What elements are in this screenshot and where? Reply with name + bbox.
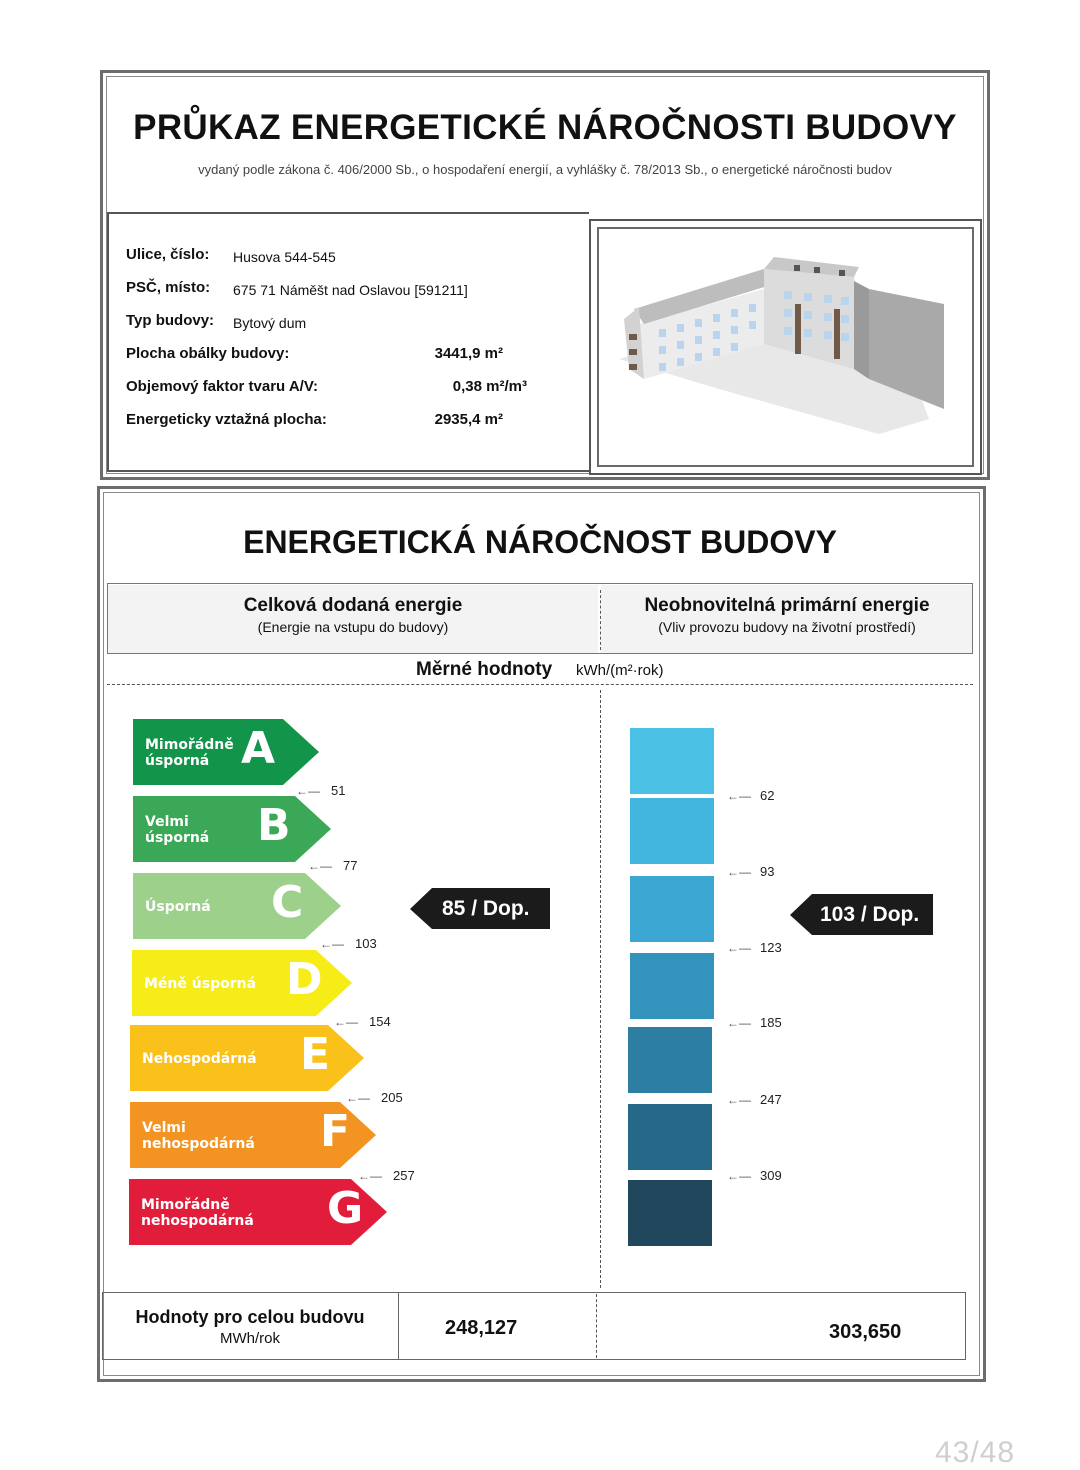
energy-class-C (133, 873, 341, 939)
class-label-line1: Mimořádně (141, 1197, 230, 1213)
envelope-area-label: Plocha obálky budovy: (126, 345, 290, 362)
right-threshold-arrow: ←— (727, 1093, 751, 1107)
certificate-subtitle: vydaný podle zákona č. 406/2000 Sb., o hospodaření energií, a vyhlášky č. 78/2013 Sb., o energetické náročnosti budov (198, 162, 892, 177)
reference-area-label: Energeticky vztažná plocha: (126, 411, 327, 428)
left-threshold-value: 51 (331, 783, 346, 798)
energy-section-title: ENERGETICKÁ NÁROČNOST BUDOVY (243, 524, 837, 560)
specific-values-divider (107, 684, 973, 685)
totals-label-divider (398, 1292, 399, 1360)
energy-class-D-label (144, 976, 256, 992)
class-label-line2: úsporná (145, 830, 210, 846)
right-threshold-value: 62 (760, 788, 775, 803)
class-label-line2: nehospodárná (142, 1136, 255, 1152)
energy-class-B-label (145, 814, 209, 846)
energy-class-A-label (145, 737, 234, 769)
left-threshold-value: 205 (381, 1090, 403, 1105)
energy-class-B (133, 796, 331, 862)
right-threshold-arrow: ←— (727, 941, 751, 955)
primary-energy-level-4 (630, 953, 714, 1019)
right-threshold-arrow: ←— (727, 1169, 751, 1183)
building-type-value: Bytový dum (233, 315, 307, 331)
left-total-value: 248,127 (445, 1317, 518, 1339)
right-threshold-value: 309 (760, 1168, 782, 1183)
primary-energy-level-7 (628, 1180, 712, 1246)
left-threshold-arrow: ←— (334, 1015, 358, 1029)
header-border (107, 583, 973, 654)
energy-class-G-label (141, 1197, 254, 1229)
reference-area-value: 2935,4 m² (434, 411, 503, 428)
energy-class-B-letter: B (257, 800, 291, 851)
unit-label: kWh/(m²·rok) (576, 662, 664, 679)
specific-values-label: Měrné hodnoty (416, 659, 553, 680)
totals-column-divider (596, 1294, 597, 1358)
left-threshold-arrow: ←— (358, 1169, 382, 1183)
right-threshold-value: 123 (760, 940, 782, 955)
energy-class-G (129, 1179, 387, 1245)
right-threshold-arrow: ←— (727, 789, 751, 803)
energy-class-E-letter: E (300, 1029, 331, 1080)
building-type-label: Typ budovy: (126, 312, 215, 329)
whole-building-label: Hodnoty pro celou budovu (135, 1307, 365, 1327)
primary-energy-level-2 (630, 798, 714, 864)
street-label: Ulice, číslo: (126, 246, 210, 263)
left-rating-text: 85 / Dop. (442, 897, 530, 920)
left-threshold-arrow: ←— (320, 937, 344, 951)
street-value: Husova 544-545 (233, 249, 336, 265)
right-rating-text: 103 / Dop. (820, 903, 920, 926)
energy-class-C-letter: C (271, 877, 304, 928)
primary-energy-level-1 (630, 728, 714, 794)
energy-class-A (133, 719, 319, 785)
energy-class-F-letter: F (320, 1106, 351, 1157)
building-render-icon (599, 229, 972, 465)
page-number: 43/48 (935, 1436, 1016, 1469)
building-info-box (107, 212, 589, 472)
right-threshold-arrow: ←— (727, 1016, 751, 1030)
class-label-line1: Velmi (145, 814, 189, 830)
class-label-line2: nehospodárná (141, 1213, 254, 1229)
energy-class-E-label (142, 1051, 257, 1067)
envelope-area-value: 3441,9 m² (434, 345, 503, 362)
certificate-title: PRŮKAZ ENERGETICKÉ NÁROČNOSTI BUDOVY (133, 108, 957, 147)
right-header-subtitle: (Vliv provozu budovy na životní prostředí) (658, 619, 916, 635)
right-threshold-value: 93 (760, 864, 775, 879)
right-total-value: 303,650 (829, 1321, 902, 1343)
shape-factor-label: Objemový faktor tvaru A/V: (126, 378, 318, 395)
energy-class-D-letter: D (286, 954, 323, 1005)
class-label-line2: úsporná (145, 753, 210, 769)
right-header-title: Neobnovitelná primární energie (644, 595, 930, 616)
left-threshold-arrow: ←— (296, 784, 320, 798)
class-label-line1: Nehospodárná (142, 1051, 257, 1067)
right-threshold-arrow: ←— (727, 865, 751, 879)
left-header-subtitle: (Energie na vstupu do budovy) (257, 619, 449, 635)
primary-energy-level-6 (628, 1104, 712, 1170)
energy-class-G-letter: G (327, 1183, 364, 1234)
right-threshold-value: 247 (760, 1092, 782, 1107)
column-divider-upper (600, 590, 601, 650)
left-threshold-value: 103 (355, 936, 377, 951)
building-image (597, 227, 974, 467)
left-threshold-value: 77 (343, 858, 358, 873)
energy-class-E (130, 1025, 364, 1091)
psc-value: 675 71 Náměšt nad Oslavou [591211] (233, 282, 468, 298)
energy-class-F (130, 1102, 376, 1168)
energy-class-A-letter: A (241, 723, 276, 774)
right-threshold-value: 185 (760, 1015, 782, 1030)
primary-energy-level-3 (630, 876, 714, 942)
energy-class-C-label (145, 899, 211, 915)
left-threshold-arrow: ←— (308, 859, 332, 873)
class-label-line1: Velmi (142, 1120, 186, 1136)
building-image-frame (589, 219, 982, 475)
class-label-line1: Méně úsporná (144, 976, 257, 992)
whole-building-unit: MWh/rok (220, 1330, 280, 1347)
energy-class-F-label (142, 1120, 255, 1152)
energy-class-D (132, 950, 352, 1016)
left-threshold-arrow: ←— (346, 1091, 370, 1105)
left-header-title: Celková dodaná energie (243, 595, 463, 616)
primary-energy-level-5 (628, 1027, 712, 1093)
psc-label: PSČ, místo: (126, 279, 211, 296)
left-threshold-value: 154 (369, 1014, 391, 1029)
class-label-line1: Úsporná (145, 899, 211, 915)
left-threshold-value: 257 (393, 1168, 415, 1183)
class-label-line1: Mimořádně (145, 737, 234, 753)
column-divider (600, 690, 601, 1288)
shape-factor-value: 0,38 m²/m³ (452, 378, 527, 395)
